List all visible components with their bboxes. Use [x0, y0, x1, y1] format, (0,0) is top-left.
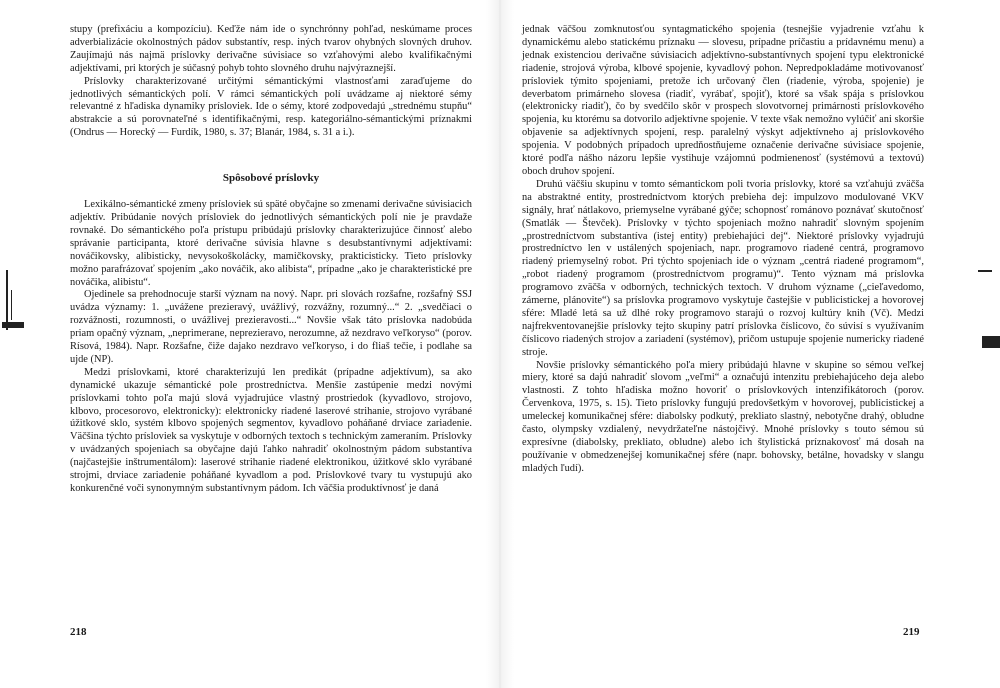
left-page — [70, 24, 472, 496]
left-margin-mark — [11, 290, 12, 320]
paragraph: Príslovky charakterizované určitými sémantickými vlastnosťami zaraďujeme do jednotlivých sémantických polí. V rámci sémantických polí uvádzame aj niektoré sémy relevantné z hľadiska dynamiky prísloviek. Ide o sémy, ktoré zodpovedajú „strednému stupňu“ abstrakcie a sú porovnateľné s identifikačnými, resp. kategoriálno-sémantickými príznakmi (Ondrus — Horecký — Furdík, 1980, s. 37; Blanár, 1984, s. 31 a i.). — [70, 75, 472, 139]
section-heading: Spôsobové príslovky — [222, 172, 320, 185]
left-margin-mark — [6, 270, 8, 330]
paragraph: stupy (prefixáciu a kompozíciu). Keďže nám ide o synchrónny pohľad, neskúmame proces adverbializácie okolnostných pádov substantív, resp. iných tvarov ohybných slovných druhov. Zaujímajú nás najmä príslovky derivačne súvisiace so vzťahovými alebo kvalifikačnými adjektívami, pri ktorých je súčasný pohyb tohto slovného druhu najvýraznejší. — [70, 24, 472, 74]
paragraph: Ojedinele sa prehodnocuje starší význam na nový. Napr. pri slovách rozšafne, rozšafný SSJ uvádza významy: 1. „uvážene prezieravý, uvážlivý, rozvážny, rozumný...“ 2. „svedčiaci o rozvážnosti, rozumnosti, o uvážlivej prezieravosti...“ Novšie však táto príslovka nadobúda priam opačný význam, „neprimerane, neprezieravo, nerozumne, až nezdravo veľkoryso“ (porov. Rísová, 1984). Napr. Rozšafne, čiže dajako nezdravo veľkoryso, i do fliaš tečie, i podlahe sa ujde (NP). — [70, 289, 472, 365]
paragraph: Novšie príslovky sémantického poľa miery pribúdajú hlavne v skupine so sémou veľkej miery, ktoré sa dajú nahradiť slovom „veľmi“ a označujú intenzitu prebiehajúceho deja alebo vlastnosti. Z tohto hľadiska možno hovoriť o príslovkových intenzifikátoroch (porov. Červenkova, 1975, s. 15). Tieto príslovky fungujú predovšetkým v hovorovej, publicistickej a umeleckej komunikačnej sfére: diabolsky podkutý, prekliato slastný, nebotyčne drahý, obludne často, olympsky vzdialený, nevydržateľne nástojčivý. Mnohé príslovky s touto sémou sú expresívne (diabolsky, prekliato, obludne) alebo ich štylistická príznakovosť má dosah na používanie v obmedzenejšej komunikačnej sfére (napr. bohovsky, betálne, hovadsky v slangu mladých ľudí). — [522, 359, 924, 474]
left-margin-mark — [2, 322, 24, 328]
paragraph: Druhú väčšiu skupinu v tomto sémantickom poli tvoria príslovky, ktoré sa vzťahujú zväčša na abstraktné entity, prostredníctvom ktorých prebieha dej: impulzovo modulované VKV signály, hrať nátlakovo, priemyselne vyrábané gýče; schopnosť románovo poznávať skutočnosť (Smatlák — Števček). Príslovky v týchto spojeniach možno nahradiť slovným spojením „prostredníctvom substantíva (istej entity) prebiehajúci dej“. Niektoré príslovky vyjadrujú prostredníctvo len v ustálených spojeniach, napr. programovo riadené centrá, programovo riadený priemyselný robot. Pri týchto spojeniach ide o význam „centrá riadené programom“, „robot riadený programom (prostredníctvom programu)“. Tento význam má príslovka programovo zväčša v odborných, technických textoch. V druhom význame („cieľavedomo, zámerne, plánovite“) sa príslovka programovo vyskytuje častejšie v publicistickej a hovorovej sfére: Mladé letá sa už dlhé roky programovo starajú o rozvoj kultúry knih (Vč). Medzi najfrekventovanejšie príslovky tejto skupiny patrí príslovka číslicovo, čo súvisí s využívaním číslicovo riadených strojov a zariadení (systémov), pričom ustupuje spojenie numericky riadené stroje. — [522, 178, 924, 358]
right-margin-mark — [982, 336, 1000, 348]
paragraph: Lexikálno-sémantické zmeny prísloviek sú späté obyčajne so zmenami derivačne súvisiacich adjektív. Pribúdanie nových prísloviek do jednotlivých sémantických polí nie je pravdaže rovnaké. Do sémantického poľa prístupu pribúdajú príslovky charakterizujúce činnosť alebo správanie participanta, ktoré derivačne súvisia hlavne s desubstantívnymi adjektívami: nováčikovsky, alibisticky, nevysokoškolácky, mamičkovsky, prakticisticky. Tieto príslovky možno parafrázovať spojením „ako nováčik, ako alibista“, prípadne „ako je charakteristické pre nováčika, alibistu“. — [70, 199, 472, 288]
right-margin-mark — [978, 270, 992, 272]
paragraph: jednak väčšou zomknutosťou syntagmatického spojenia (tesnejšie vyjadrenie vzťahu k dynamickému alebo statickému príznaku — slovesu, prípadne príčastiu a prídavnému menu) a jednak existenciou derivačne súvisiacich adjektívno-substantívnych spojení typu elektronické riadenie, strojová výroba, klbové spojenie, kyvadlový pohon. Nepredpokladáme motivovanosť prísloviek týmito spojeniami, pretože ich určovaný člen (riadenie, výroba, spojenie) je deverbatom primárneho slovesa (riadiť, vyrábať, spojiť), ktoré sa však spája s príslovkou (elektronicky riadiť), čo by svedčilo skôr v prospech slovotvornej primárnosti príslovkového spojenia, ku ktorému sa dotvorilo adjektívne spojenie. V texte však nemožno vylúčiť ani skoršie objavenie sa adjektívnych spojení, resp. paralelný výskyt adjektívneho aj príslovkového spojenia. V podobných prípadoch upredňostňujeme označenie derivačne súvisiace spojenie, ktoré podľa nášho názoru lepšie vystihuje vzájomnú podmienenosť (systémovú a textovú) oboch druhov spojení. — [522, 24, 924, 177]
paragraph: Medzi príslovkami, ktoré charakterizujú len predikát (prípadne adjektívum), sa ako dynamické ukazuje sémantické pole prostredníctva. Menšie zastúpenie medzi novými príslovkami tohto poľa majú slová vyjadrujúce vlastný prostriedok (kyvadlovo, strojovo, klbovo, procesorovo, elektronicky): elektronicky riadené laserové strihanie, strojovo vyrábané úžitkové sklo, systém klbovo spojených segmentov, kyvadlovo poháňané drviace zariadenie. Väčšina týchto prísloviek sa vyskytuje v odborných textoch s technickým zameraním. Príslovky v uvádzaných spojeniach sa obyčajne dajú ľahko nahradiť okolnostným pádom substantíva (najčastejšie inštrumentálom): laserové strihanie riadené elektronikou, úžitkové sklo vyrábané strojmi, drviace zariadenie poháňané kyvadlom a pod. Príslovkové tvary tu vystupujú ako konkurenčné voči synonymným substantívnym pádom. Ich väčšia produktívnosť je daná — [70, 366, 472, 494]
book-gutter — [486, 0, 514, 688]
page-number-left: 218 — [70, 626, 87, 638]
right-page — [522, 24, 924, 476]
page-number-right: 219 — [903, 626, 920, 638]
